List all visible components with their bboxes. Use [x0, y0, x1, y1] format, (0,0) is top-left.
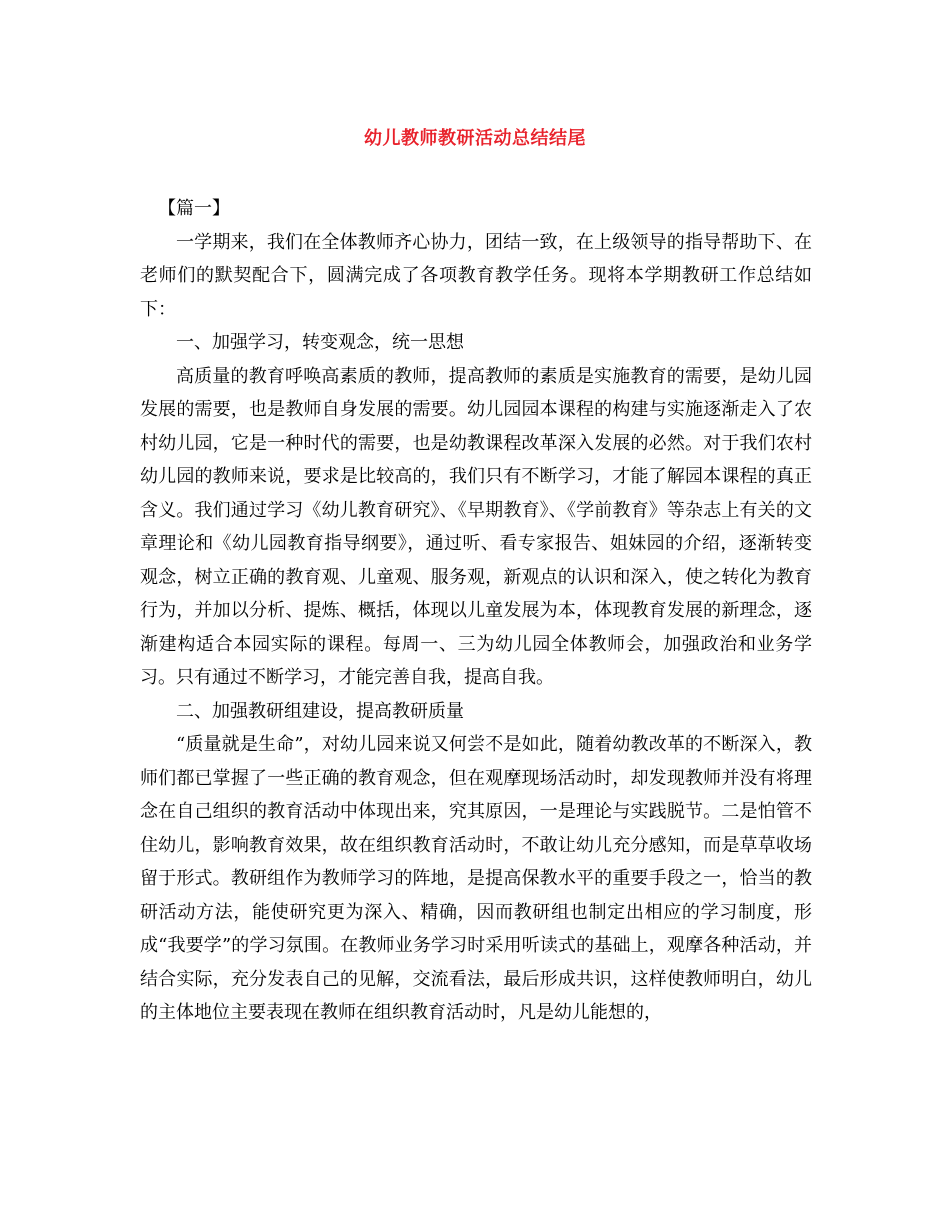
paragraph-2: “质量就是生命”，对幼儿园来说又何尝不是如此，随着幼教改革的不断深入，教师们都已掌握了一些正确的教育观念，但在观摩现场活动时，却发现教师并没有将理念在自己组织的教育活动中体现出来，究其原因，一是理论与实践脱节。二是怕管不住幼儿，影响教育效果，故在组织教育活动时，不敢让幼儿充分感知，而是草草收场留于形式。教研组作为教师学习的阵地，是提高保教水平的重要手段之一，恰当的教研活动方法，能使研究更为深入、精确，因而教研组也制定出相应的学习制度，形成“我要学”的学习氛围。在教师业务学习时采用听读式的基础上，观摩各种活动，并结合实际，充分发表自己的见解，交流看法，最后形成共识，这样使教师明白，幼儿的主体地位主要表现在教师在组织教育活动时，凡是幼儿能想的， — [140, 734, 812, 1023]
intro-paragraph: 一学期来，我们在全体教师齐心协力，团结一致，在上级领导的指导帮助下、在老师们的默契配合下，圆满完成了各项教育教学任务。现将本学期教研工作总结如下： — [140, 231, 812, 320]
section-heading-2: 二、加强教研组建设，提高教研质量 — [176, 700, 464, 722]
section-heading-1: 一、加强学习，转变观念，统一思想 — [176, 332, 464, 353]
paragraph-1: 高质量的教育呼唤高素质的教师，提高教师的素质是实施教育的需要，是幼儿园发展的需要，也是教师自身发展的需要。幼儿园园本课程的构建与实施逐渐走入了农村幼儿园，它是一种时代的需要，也是幼教课程改革深入发展的必然。对于我们农村幼儿园的教师来说，要求是比较高的，我们只有不断学习，才能了解园本课程的真正含义。我们通过学习《幼儿教育研究》、《早期教育》、《学前教育》等杂志上有关的文章理论和《幼儿园教育指导纲要》，通过听、看专家报告、姐妹园的介绍，逐渐转变观念，树立正确的教育观、儿童观、服务观，新观点的认识和深入，使之转化为教育行为，并加以分析、提炼、概括，体现以儿童发展为本，体现教育发展的新理念，逐渐建构适合本园实际的课程。每周一、三为幼儿园全体教师会，加强政治和业务学习。只有通过不断学习，才能完善自我，提高自我。 — [140, 365, 812, 688]
document-title: 幼儿教师教研活动总结结尾 — [364, 128, 586, 149]
document-body — [140, 192, 812, 1030]
section-mark: 【篇一】 — [158, 198, 230, 219]
